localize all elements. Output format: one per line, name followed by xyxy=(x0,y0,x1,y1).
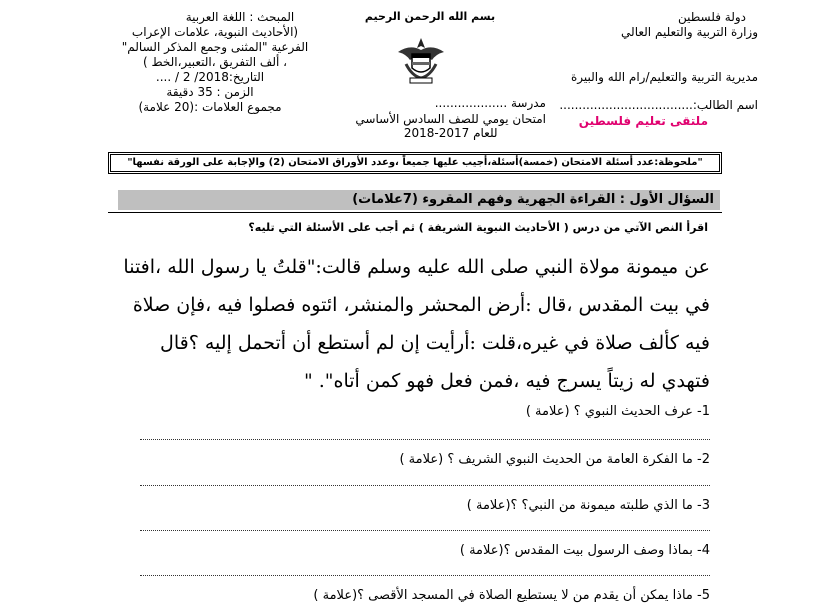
exam-date: التاريخ:2018/ 2 / .... xyxy=(155,70,265,84)
exam-year: للعام 2017-2018 xyxy=(403,126,498,140)
question-item: 2- ما الفكرة العامة من الحديث النبوي الشريف ؟ (علامة ) xyxy=(399,452,710,467)
passage-line: في بيت المقدس ،قال :أرض المحشر والمنشر، ائتوه فصلوا فيه ،فإن صلاة xyxy=(132,294,710,316)
passage-line: فيه كألف صلاة في غيره،قلت :أرأيت إن لم أستطع أن أتحمل إليه ؟قال xyxy=(160,332,710,354)
reading-passage xyxy=(123,248,710,400)
question-item: 1- عرف الحديث النبوي ؟ (علامة ) xyxy=(525,404,710,419)
ministry-name: وزارة التربية والتعليم العالي xyxy=(621,25,758,39)
question-item: 4- بماذا وصف الرسول بيت المقدس ؟(علامة ) xyxy=(459,543,710,558)
exam-title xyxy=(355,112,546,140)
basmala: بسم الله الرحمن الرحيم xyxy=(364,10,496,23)
palestine-emblem-icon xyxy=(392,34,450,86)
answer-line[interactable] xyxy=(140,530,710,531)
country-name: دولة فلسطين xyxy=(677,10,746,24)
question-item: 5- ماذا يمكن أن يقدم من لا يستطيع الصلاة في المسجد الأقصى ؟(علامة ) xyxy=(313,588,710,603)
exam-class: امتحان يومي للصف السادس الأساسي xyxy=(355,112,546,126)
total-marks: مجموع العلامات :(20 علامة) xyxy=(138,100,282,114)
exam-time: الزمن : 35 دقيقة xyxy=(166,85,254,99)
header-center xyxy=(330,10,530,23)
answer-line[interactable] xyxy=(140,485,710,486)
question1-divider xyxy=(108,212,722,213)
forum-name: ملتقى تعليم فلسطين xyxy=(578,114,708,128)
exam-note: "ملحوظة:عدد أسئلة الامتحان (خمسة)أسئلة،أجيب عليها جميعاً ،وعدد الأوراق الامتحان (2) والإجابة على الورقة نفسها" xyxy=(108,152,722,174)
directorate-name: مديرية التربية والتعليم/رام الله والبيرة xyxy=(570,70,758,84)
subject: المبحث : اللغة العربية xyxy=(185,10,295,24)
passage-line: فتهدي له زيتاً يسرج فيه ،فمن فعل فهو كمن أتاه". " xyxy=(303,370,710,392)
question1-title: السؤال الأول : القراءة الجهرية وفهم المقروء (7علامات) xyxy=(118,190,720,210)
question-item: 3- ما الذي طلبته ميمونة من النبي؟ ؟(علامة ) xyxy=(466,498,710,513)
answer-line[interactable] xyxy=(140,575,710,576)
student-name-field: اسم الطالب:................................... xyxy=(559,98,758,112)
header-right xyxy=(571,10,758,85)
answer-line[interactable] xyxy=(140,439,710,440)
school-name: مدرسة ................... xyxy=(434,96,546,110)
exam-topics: (الأحاديث النبوية، علامات الإعراب الفرعية "المثنى وجمع المذكر السالم" ، ألف التفريق ،التعبير،الخط ) xyxy=(121,25,309,69)
passage-line: عن ميمونة مولاة النبي صلى الله عليه وسلم قالت:"قلتُ يا رسول الله ،افتنا xyxy=(123,256,710,278)
header-left xyxy=(110,10,310,115)
question1-instruction: اقرأ النص الآتي من درس ( الأحاديث النبوية الشريفة ) ثم أجب على الأسئلة التي تليه؟ xyxy=(248,221,708,234)
